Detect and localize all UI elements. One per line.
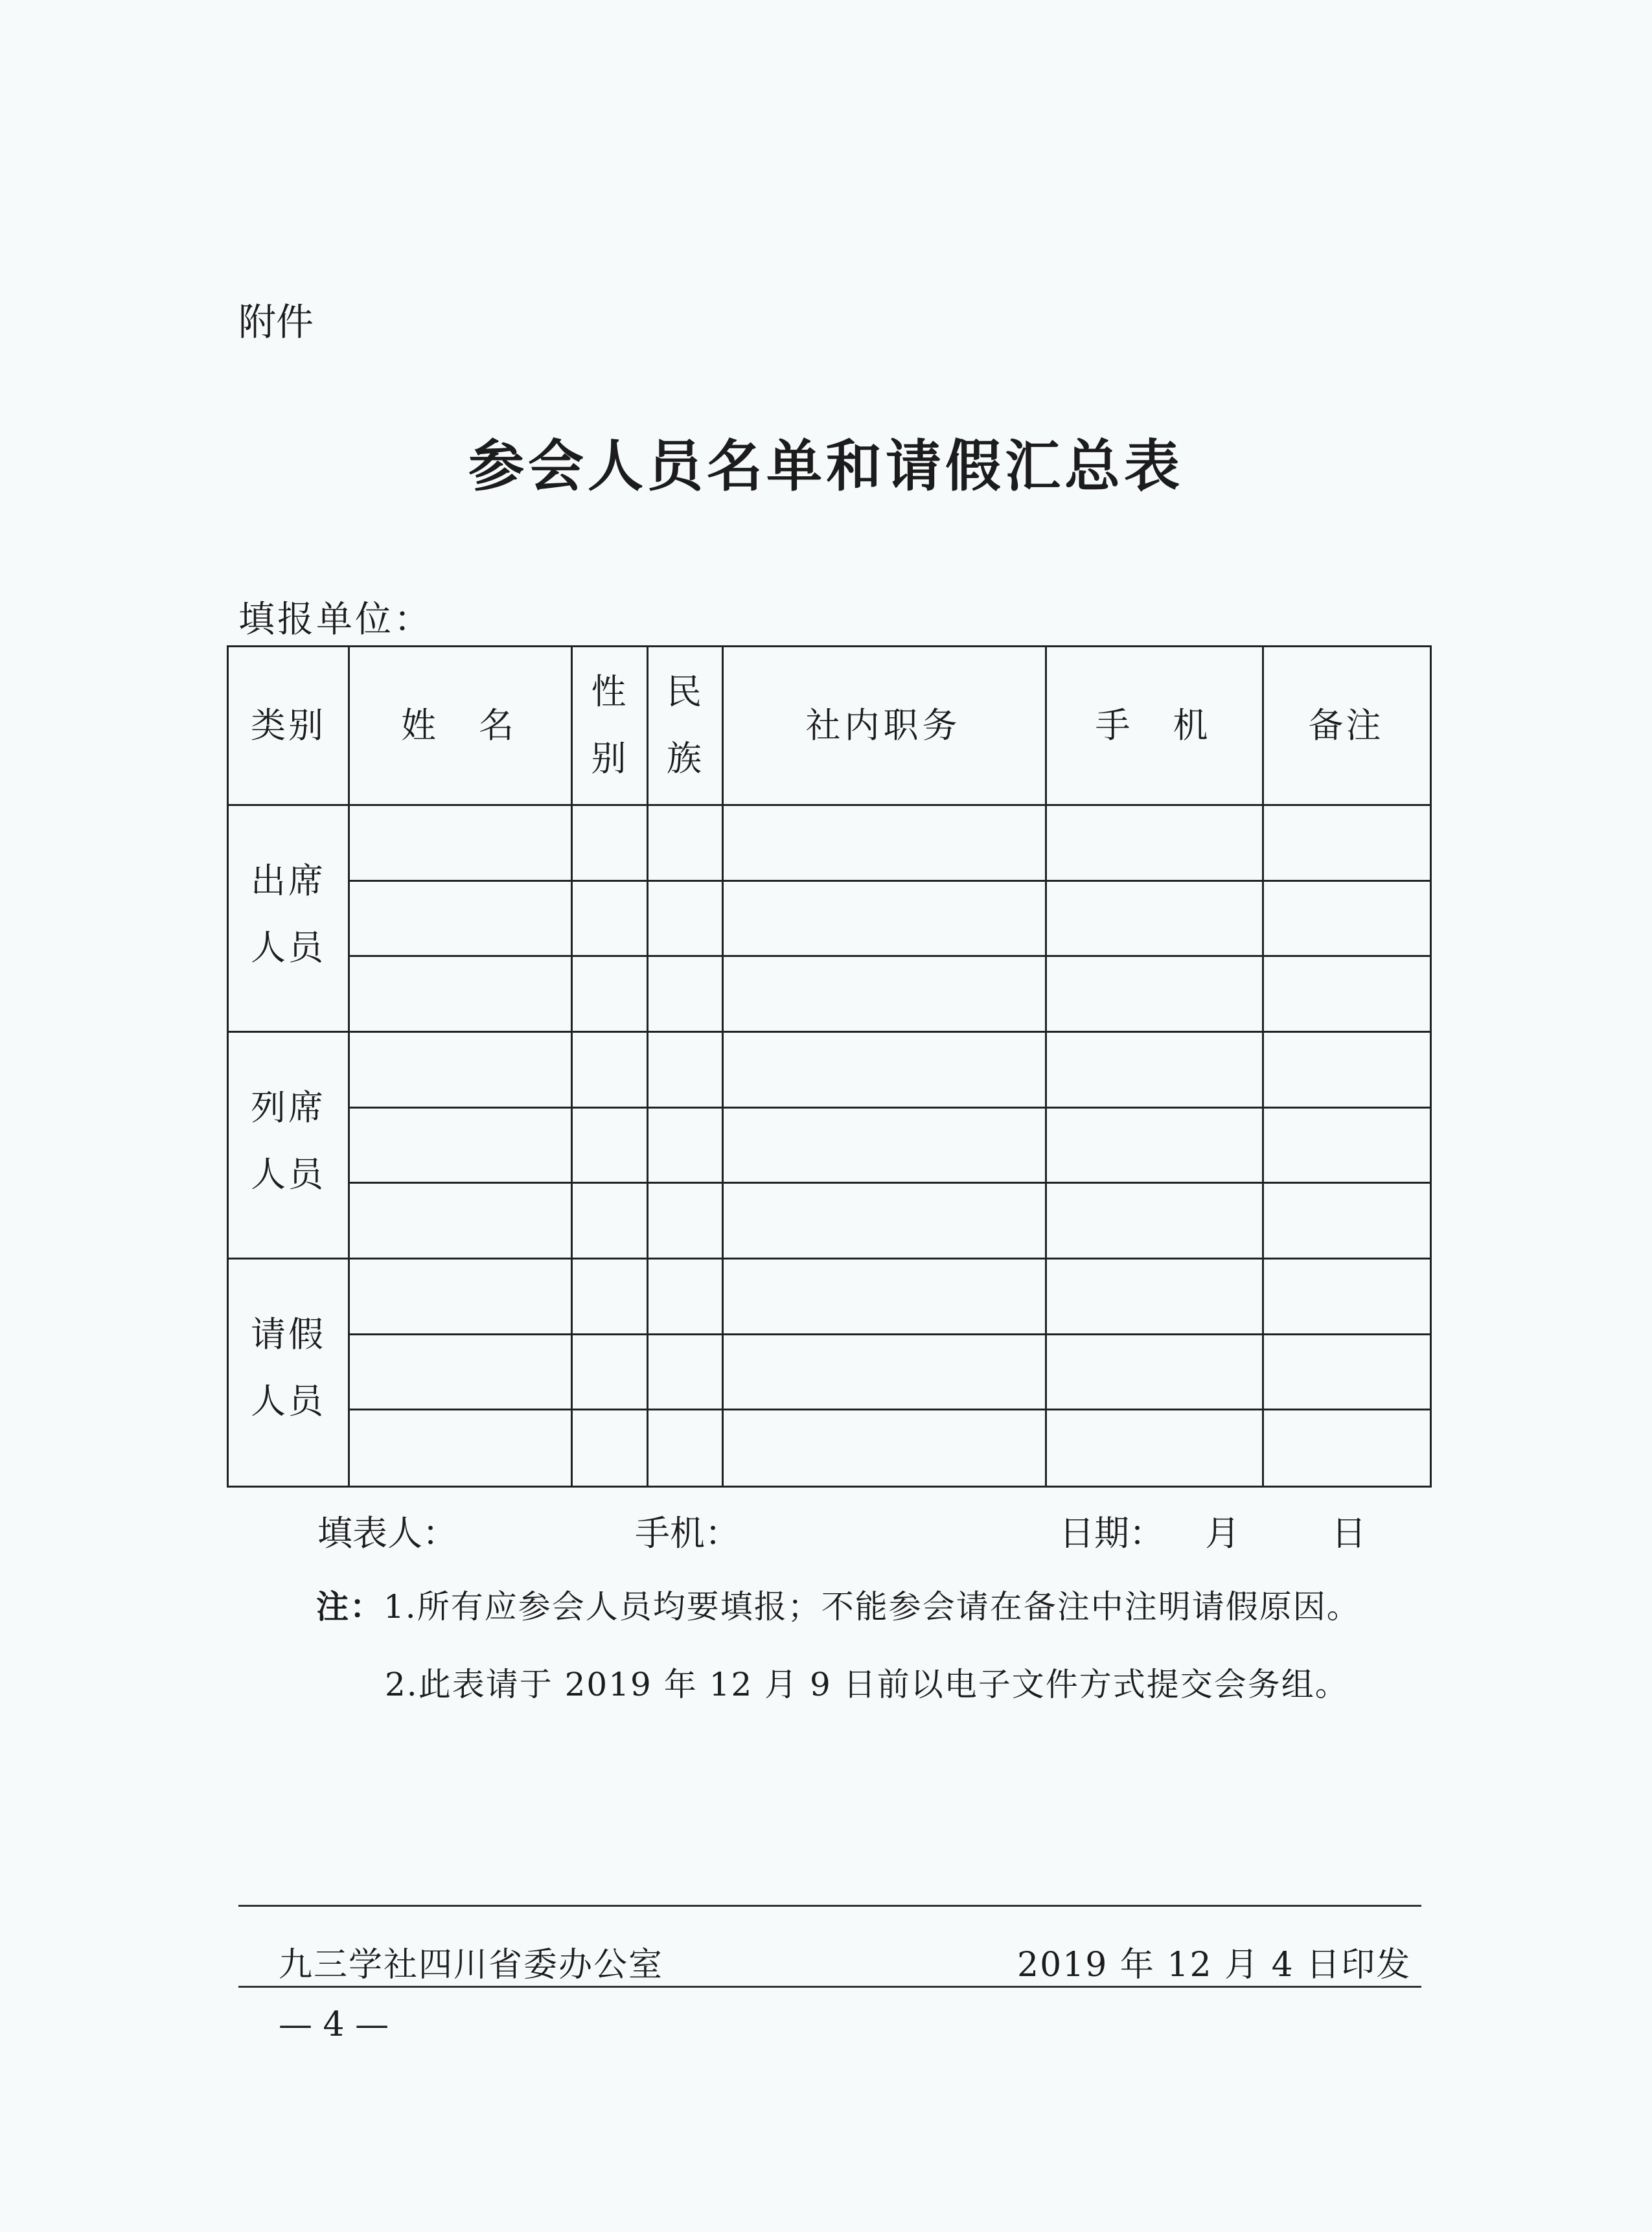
header-category: 类别 [251,705,326,746]
table-col-divider [348,647,350,1486]
summary-table [227,645,1432,1488]
header-ethnicity [647,659,722,792]
group-leave-line1: 请假 [251,1314,326,1355]
phone-label: 手机： [635,1513,740,1554]
group-attend-line1: 出席 [251,860,326,901]
imprint-bottom-rule [238,1986,1421,1988]
table-row-divider [229,1258,1430,1260]
filler-info-line [317,1506,1367,1554]
header-gender [571,659,647,792]
note-prefix: 注： [316,1587,384,1626]
attachment-label: 附件 [238,300,314,344]
table-row-divider [229,804,1430,806]
table-row-divider [348,1107,1430,1109]
table-row-divider [348,1333,1430,1335]
table-row-divider [348,955,1430,957]
group-attend-label [229,848,348,981]
imprint-top-rule [238,1905,1421,1907]
table-row-divider [348,1409,1430,1410]
table-col-divider [1045,647,1047,1486]
group-attend-line2: 人员 [251,926,326,968]
header-ethnicity-line1: 民 [667,671,702,712]
day-label: 日 [1331,1513,1366,1554]
header-gender-line2: 别 [591,737,626,779]
page-number: — 4 — [279,2005,389,2044]
header-ethnicity-line2: 族 [667,737,702,779]
table-row-divider [348,880,1430,882]
date-label: 日期： [1059,1513,1164,1554]
table-row-divider [229,1031,1430,1033]
header-name: 姓 名 [401,705,518,746]
header-gender-line1: 性 [591,671,626,712]
header-position: 社内职务 [805,705,961,746]
unit-line [238,591,821,643]
note-1-text: 1.所有应参会人员均要填报；不能参会请在备注中注明请假原因。 [384,1588,1360,1626]
header-phone: 手 机 [1095,705,1212,746]
issuer: 九三学社四川省委办公室 [279,1946,664,1985]
group-observer-label [229,1075,348,1208]
issue-date: 2019 年 12 月 4 日印发 [1017,1946,1412,1985]
header-remarks: 备注 [1308,705,1384,746]
group-observer-line2: 人员 [251,1153,326,1195]
note-2: 2.此表请于 2019 年 12 月 9 日前以电子文件方式提交会务组。 [385,1666,1349,1703]
table-col-divider [722,647,724,1486]
group-leave-line2: 人员 [251,1380,326,1421]
note-1 [316,1581,1360,1628]
page-title: 参会人员名单和请假汇总表 [468,433,1184,499]
group-leave-label [229,1302,348,1434]
month-label: 月 [1205,1513,1240,1554]
unit-label: 填报单位： [238,599,433,641]
group-observer-line1: 列席 [251,1087,326,1128]
table-row-divider [348,1182,1430,1184]
table-col-divider [1262,647,1264,1486]
filler-label: 填表人： [317,1513,457,1554]
